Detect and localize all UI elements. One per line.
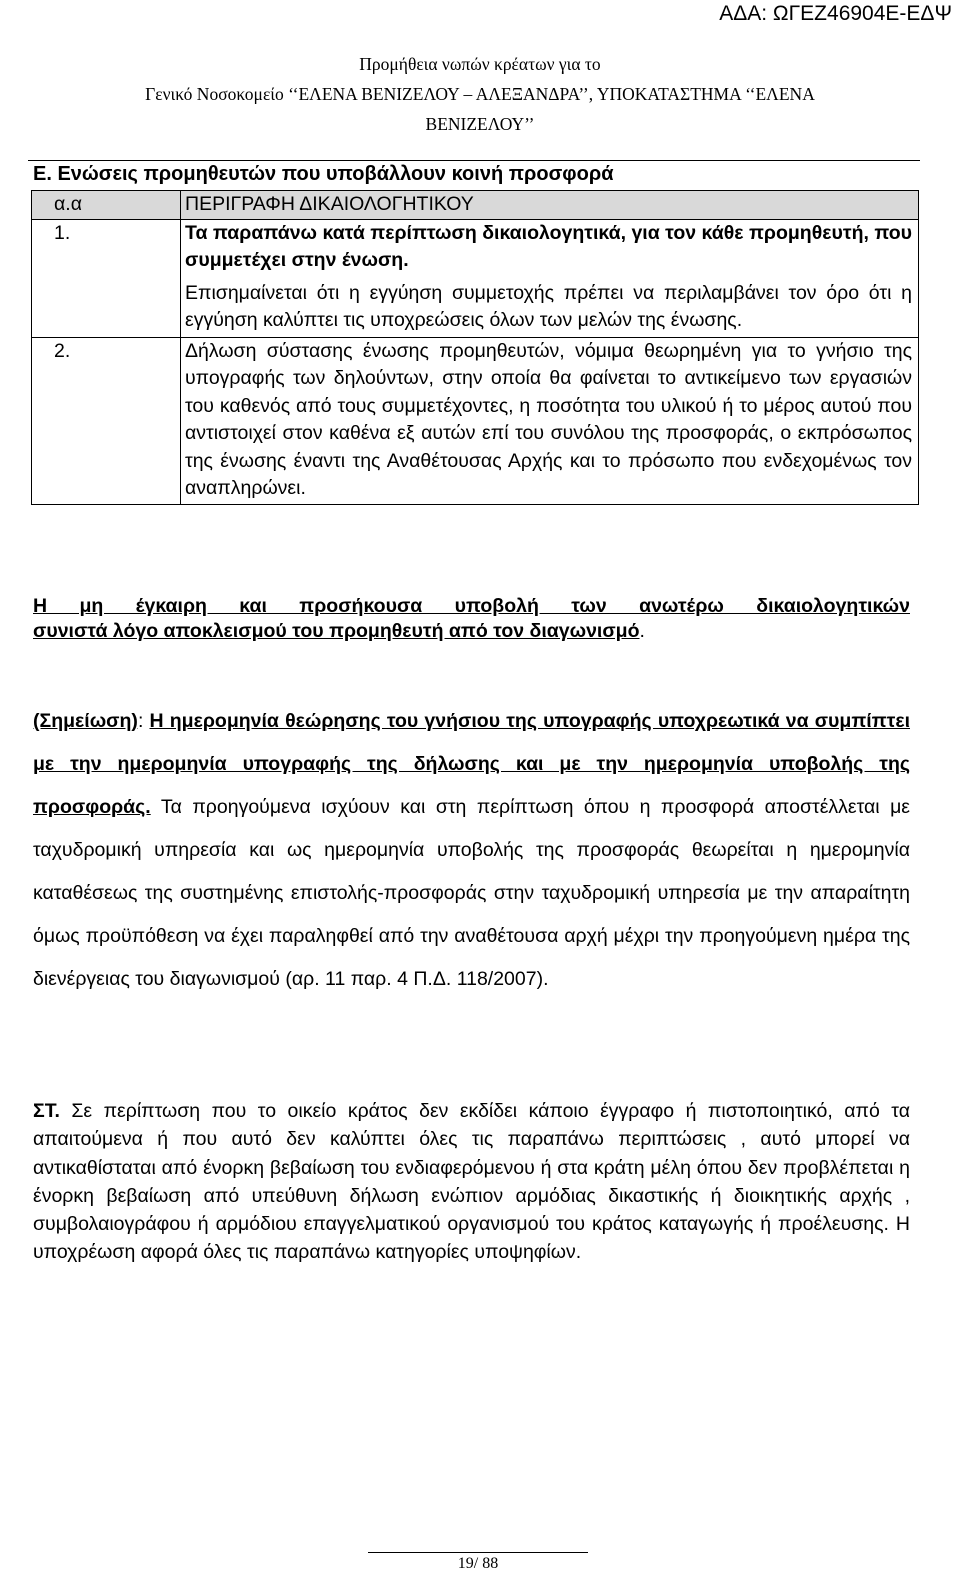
table-header-row — [32, 191, 919, 220]
row-description — [181, 219, 919, 337]
note-paragraph — [33, 700, 910, 1001]
header-line-3: ΒΕΝΙΖΕΛΟΥ’’ — [425, 114, 535, 134]
note-colon: : — [137, 710, 150, 732]
header-rule — [28, 160, 920, 161]
section-title: Ε. Ενώσεις προμηθευτών που υποβάλλουν κοινή προσφορά — [33, 163, 614, 185]
header-line-1: Προμήθεια νωπών κρέατων για το — [359, 54, 601, 74]
st-text: Σε περίπτωση που το οικείο κράτος δεν εκδίδει κάποιο έγγραφο ή πιστοποιητικό, από τα απαιτούμενα ή που αυτό δεν καλύπτει όλες τις παραπάνω περιπτώσεις , αυτό μπορεί να αντικαθίσταται από ένορκη βεβαίωση του ενδιαφερόμενου ή στα κράτη μέλη όπου δεν προβλέπεται η ένορκη βεβαίωση από υπεύθυνη δήλωση ενώπιον αρμόδιας δικαστικής ή διοικητικής αρχής , συμβολαιογράφου ή αρμόδιου επαγγελματικού οργανισμού του κράτος καταγωγής ή προέλευσης. Η υποχρέωση αφορά όλες τις παραπάνω κατηγορίες υποψηφίων. — [33, 1100, 910, 1264]
header-line-2: Γενικό Νοσοκομείο ‘‘ΕΛΕΝΑ ΒΕΝΙΖΕΛΟΥ – ΑΛΕΞΑΝΔΡΑ’’, ΥΠΟΚΑΤΑΣΤΗΜΑ ‘‘ΕΛΕΝΑ — [145, 84, 815, 104]
row-description — [181, 337, 919, 504]
disqualification-warning — [33, 594, 910, 644]
row-text: Δήλωση σύστασης ένωσης προμηθευτών, νόμιμα θεωρημένη για το γνήσιο της υπογραφής των δηλούντων, στην οποία θα φαίνεται το αντικείμενο των εργασιών του καθενός από τους συμμετέχοντες, η ποσότητα του υλικού ή το μέρος αυτού που αντιστοιχεί στον καθένα εξ αυτών επί του συνόλου της προσφοράς, ο εκπρόσωπος της ένωσης έναντι της Αναθέτουσας Αρχής και το πρόσωπο που ενδεχομένως τον αναπληρώνει. — [185, 339, 912, 499]
warning-period: . — [639, 620, 645, 642]
st-paragraph — [33, 1097, 910, 1267]
note-text: Τα προηγούμενα ισχύουν και στη περίπτωση όπου η προσφορά αποστέλλεται με ταχυδρομική υπηρεσία και ως ημερομηνία υποβολής της προσφοράς θεωρείται η ημερομηνία καταθέσεως της συστημένης επιστολής-προσφοράς στην ταχυδρομική υπηρεσία με την απαραίτητη όμως προϋπόθεση να έχει παραληφθεί από την αναθέτουσα αρχή μέχρι την προηγούμενη ημέρα της διενέργειας του διαγωνισμού (αρ. 11 παρ. 4 Π.Δ. 118/2007). — [33, 796, 910, 990]
note-bold-text: Η ημερομηνία θεώρησης του γνήσιου της υπογραφής υποχρεωτικά να συμπίπτει με την ημερομηνία υπογραφής της δήλωσης και με την ημερομηνία υποβολής της προσφοράς. — [33, 710, 910, 818]
note-label: (Σημείωση) — [33, 710, 138, 732]
st-label: ΣΤ. — [33, 1100, 60, 1122]
footer-rule — [368, 1552, 588, 1553]
page-number: 19/ 88 — [457, 1555, 499, 1572]
table-row — [32, 219, 919, 337]
ada-code: ΑΔΑ: ΩΓΕΖ46904Ε-ΕΔΨ — [719, 2, 952, 25]
col-num-header: α.α — [32, 191, 181, 220]
warning-line-1: Η μη έγκαιρη και προσήκουσα υποβολή των ανωτέρω δικαιολογητικών — [33, 595, 910, 617]
col-desc-header: ΠΕΡΙΓΡΑΦΗ ΔΙΚΑΙΟΛΟΓΗΤΙΚΟΥ — [181, 191, 919, 220]
requirements-table — [31, 190, 919, 505]
warning-line-2 — [33, 619, 910, 644]
warning-line-2-text: συνιστά λόγο αποκλεισμού του προμηθευτή από τον διαγωνισμό — [33, 620, 640, 642]
row-number: 2. — [32, 337, 181, 504]
table-row — [32, 337, 919, 504]
row-bold-text: Τα παραπάνω κατά περίπτωση δικαιολογητικά, για τον κάθε προμηθευτή, που συμμετέχει στην ένωση. — [185, 221, 912, 271]
row-number: 1. — [32, 219, 181, 337]
row-text: Επισημαίνεται ότι η εγγύηση συμμετοχής πρέπει να περιλαμβάνει τον όρο ότι η εγγύηση καλύπτει τις υποχρεώσεις όλων των μελών της ένωσης. — [185, 281, 912, 331]
